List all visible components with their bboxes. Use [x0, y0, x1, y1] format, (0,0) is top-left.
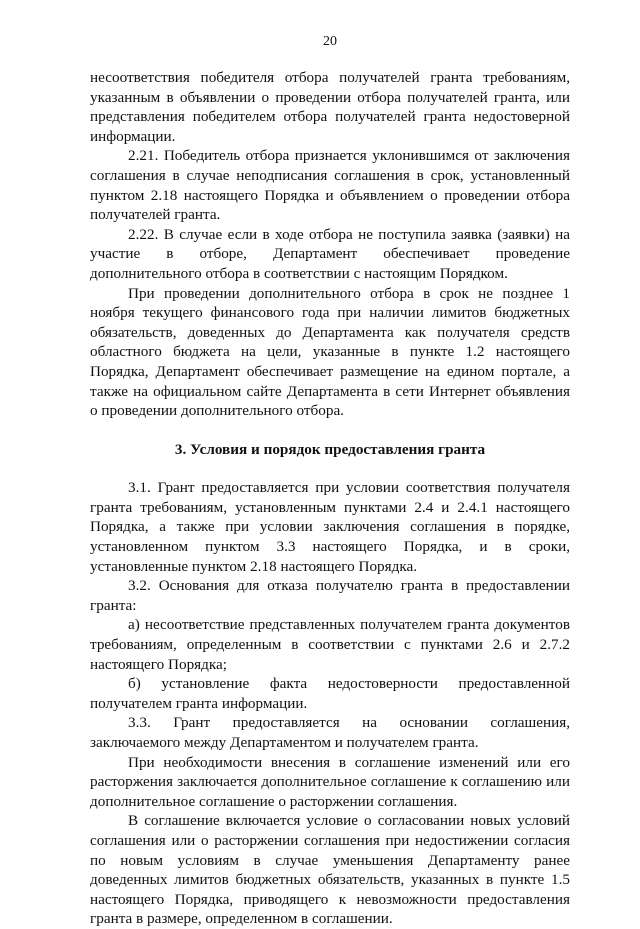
paragraph-3-2-b: б) установление факта недостоверности предоставленной получателем гранта информации. [90, 675, 570, 712]
section-heading: 3. Условия и порядок предоставления гранта [174, 440, 486, 458]
paragraph-3-3: 3.3. Грант предоставляется на основании соглашения, заключаемого между Департаментом и получателем гранта. [90, 714, 570, 751]
paragraph-3-2-a: а) несоответствие представленных получателем гранта документов требованиям, определенным в соответствии с пунктами 2.6 и 2.7.2 настоящего Порядка; [90, 616, 570, 673]
paragraph-3-2: 3.2. Основания для отказа получателю гранта в предоставлении гранта: [90, 577, 570, 614]
paragraph-2-22: 2.22. В случае если в ходе отбора не поступила заявка (заявки) на участие в отборе, Департамент обеспечивает проведение дополнительного отбора в соответствии с настоящим Порядком. [90, 225, 570, 282]
paragraph-additional-selection: При проведении дополнительного отбора в срок не позднее 1 ноября текущего финансового года при наличии лимитов бюджетных обязательств, доведенных до Департамента как получателя средств областного бюджета на цели, указанные в пункте 1.2 настоящего Порядка, Департамент обеспечивает размещение на едином портале, а также на официальном сайте Департамента в сети Интернет объявления о проведении дополнительного отбора. [90, 284, 570, 420]
paragraph-amendments: При необходимости внесения в соглашение изменений или его расторжения заключается дополнительное соглашение к соглашению или дополнительное соглашение о расторжении соглашения. [90, 753, 570, 810]
paragraph-3-1: 3.1. Грант предоставляется при условии соответствия получателя гранта требованиям, установленным пунктами 2.4 и 2.4.1 настоящего Порядка, а также при условии заключения соглашения в порядке, установленном пунктом 3.3 настоящего Порядка, и в сроки, установленные пунктом 2.18 настоящего Порядка. [90, 479, 570, 575]
paragraph-new-conditions: В соглашение включается условие о согласовании новых условий соглашения или о расторжении соглашения при недостижении согласия по новым условиям в случае уменьшения Департаменту ранее доведенных лимитов бюджетных обязательств, указанных в пункте 1.5 настоящего Порядка, приводящего к невозможности предоставления гранта в размере, определенном в соглашении. [90, 812, 570, 928]
paragraph-continuation: несоответствия победителя отбора получателей гранта требованиям, указанным в объявлении о проведении отбора получателей гранта, или представления победителем отбора получателей гранта недостоверной информации. [90, 69, 570, 145]
page-number: 20 [323, 34, 337, 49]
paragraph-2-21: 2.21. Победитель отбора признается уклонившимся от заключения соглашения в случае неподписания соглашения в срок, установленный пунктом 2.18 настоящего Порядка и объявлением о проведении отбора получателей гранта. [90, 147, 570, 224]
